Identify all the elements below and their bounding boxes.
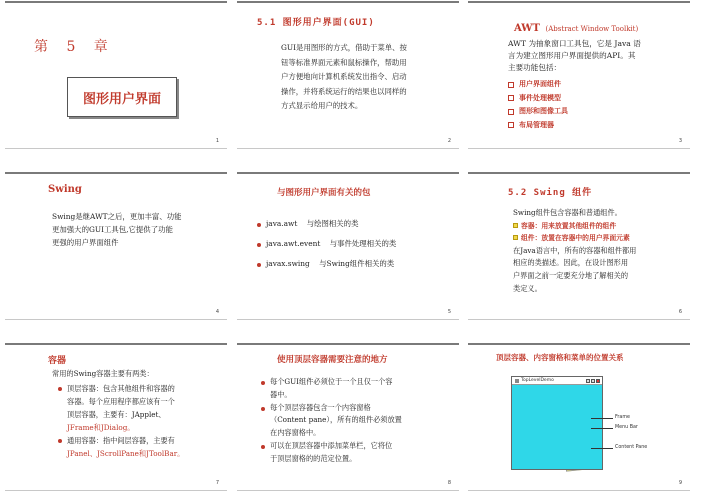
page-number: 6 [678, 309, 682, 315]
chapter-title-box: 图形用户界面 [67, 77, 177, 117]
bullet-icon [261, 445, 265, 449]
checkbox-icon [508, 109, 514, 115]
list-item: 每个GUI组件必须位于一个且仅一个容 器中。 [261, 376, 402, 402]
checkbox-icon [508, 122, 514, 128]
container-list [58, 382, 184, 460]
window-icon [515, 379, 519, 383]
slide-body: Swing组件包含容器和普通组件。 容器：用来放置其他组件的组件 组件：放置在容器中的用户界面元素 在Java语言中，所有的容器和组件都用 相应的类描述。因此，在设计图形用 户界面之前一定要充分地了解相关的 类定义。 [513, 208, 637, 293]
list-item: 通用容器：指中间层容器，主要有 JPanel、JScrollPane和JToolBar。 [58, 434, 184, 460]
window-diagram [511, 376, 648, 470]
slide-7 [5, 343, 227, 491]
checkbox-icon [508, 95, 514, 101]
maximize-icon [591, 379, 595, 383]
bullet-icon [261, 381, 265, 385]
leader-line [591, 428, 613, 429]
chapter-label: 第 5 章 [34, 39, 115, 55]
page-number: 2 [447, 138, 451, 144]
leader-line [591, 418, 613, 419]
slide-5 [237, 172, 459, 320]
slide-4 [5, 172, 227, 320]
list-item: 每个顶层容器包含一个内容窗格 （Content pane），所有的组件必须放置 在内容窗格中。 [261, 402, 402, 440]
slide-body: AWT 为抽象窗口工具包，它是 Java 语 言为建立图形用户界面提供的API。其 主要功能包括： [508, 39, 641, 72]
notes-list [261, 376, 402, 466]
list-item: 事件处理模型 [508, 92, 568, 106]
slide-6 [468, 172, 690, 320]
feature-list [508, 78, 568, 132]
slide-3 [468, 1, 690, 149]
slide-body: Swing是继AWT之后，更加丰富、功能 更加强大的GUI工具包,它提供了功能 更强的用户界面组件 [52, 212, 182, 247]
list-item: java.awt.event 与事件处理相关的类 [257, 238, 396, 249]
list-item: 顶层容器：包含其他组件和容器的 容器。每个应用程序都应该有一个 顶层容器，主要有：JApplet、 JFrame和JDialog。 [58, 382, 184, 434]
bullet-icon [257, 243, 261, 247]
list-item: javax.swing 与Swing组件相关的类 [257, 258, 396, 269]
bullet-icon [257, 223, 261, 227]
label-content-pane: Content Pane [615, 445, 648, 450]
slide-9 [468, 343, 690, 491]
slide-title: 容器 [48, 356, 67, 366]
list-item: 用户界面组件 [508, 78, 568, 92]
package-list [257, 218, 396, 269]
checkbox-icon [508, 82, 514, 88]
slide-title: 5.1 图形用户界面(GUI) [257, 18, 375, 28]
label-frame: Frame [615, 415, 630, 420]
bullet-icon [261, 407, 265, 411]
list-item: 布局管理器 [508, 119, 568, 133]
minimize-icon [586, 379, 590, 383]
page-number: 3 [678, 138, 682, 144]
leader-line [591, 448, 613, 449]
slide-1 [5, 1, 227, 149]
list-item: 图形和图像工具 [508, 105, 568, 119]
slide-2 [237, 1, 459, 149]
page-number: 4 [215, 309, 219, 315]
list-item: 可以在顶层容器中添加菜单栏，它将位 于顶层窗格的的范定位置。 [261, 440, 402, 466]
slide-title: Swing [48, 184, 82, 195]
page-number: 5 [447, 309, 451, 315]
list-item: java.awt 与绘图相关的类 [257, 218, 396, 229]
slide-title: 5.2 Swing 组件 [508, 188, 593, 198]
close-icon [596, 379, 600, 383]
label-menu-bar: Menu Bar [615, 425, 638, 430]
slide-title: 使用顶层容器需要注意的地方 [277, 355, 388, 365]
slide-title: 顶层容器、内容窗格和菜单的位置关系 [496, 353, 624, 362]
marker-icon [513, 235, 518, 240]
page-number: 9 [678, 480, 682, 486]
slide-body: GUI是用图形的方式，借助于菜单、按 钮等标准界面元素和鼠标操作，帮助用 户方便地向计算机系统发出指令、启动 操作，并将系统运行的结果也以同样的 方式显示给用户的技术。 [281, 43, 407, 110]
slide-8 [237, 343, 459, 491]
page-number: 1 [215, 138, 219, 144]
bullet-icon [58, 439, 62, 443]
bullet-icon [58, 387, 62, 391]
marker-icon [513, 223, 518, 228]
slide-title: 与图形用户界面有关的包 [277, 188, 371, 198]
slide-title: AWT (Abstract Window Toolkit) [514, 23, 639, 34]
bullet-icon [257, 263, 261, 267]
page-number: 7 [215, 480, 219, 486]
demo-window [511, 376, 603, 470]
window-titlebar: TopLevelDemo [512, 377, 602, 385]
slide-intro: 常用的Swing容器主要有两类： [52, 369, 154, 378]
page-number: 8 [447, 480, 451, 486]
